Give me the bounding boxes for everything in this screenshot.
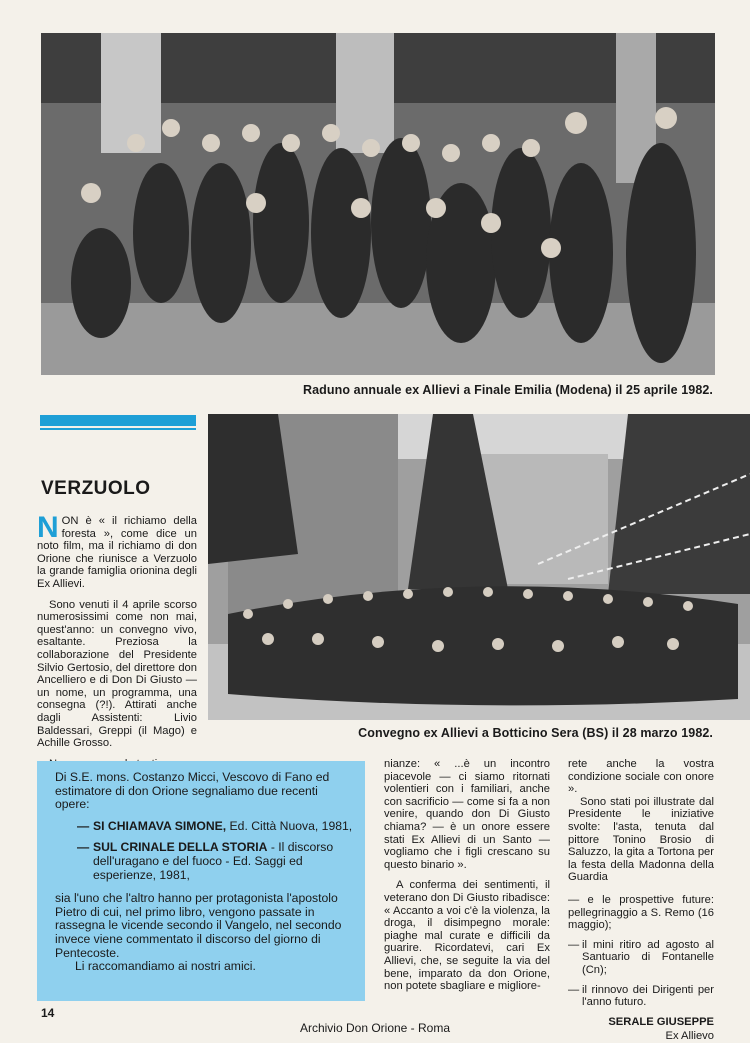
article-paragraph — [37, 511, 197, 591]
list-item: — il mini ritiro ad agosto al Santuario di Fontanelle (Cn); — [568, 938, 714, 976]
article-column-1 — [37, 511, 197, 770]
section-accent-line — [40, 428, 196, 430]
book-details: Ed. Città Nuova, 1981, — [226, 818, 353, 833]
article-paragraph: nianze: « ...è un incontro piacevole — ci siamo ritornati volentieri con i familiari, anche con sacrificio — come si fa a non venire, quando don Di Giusto chiama? — è un onore essere stati Ex Allievi di un Santo — vogliamo che i figli crescano su questo binario ». — [384, 758, 550, 871]
book-recommendation-box — [37, 761, 365, 1001]
drop-cap: N — [37, 511, 59, 544]
photo1-caption: Raduno annuale ex Allievi a Finale Emilia (Modena) il 25 aprile 1982. — [302, 383, 713, 397]
article-column-2 — [384, 758, 550, 993]
article-paragraph: Sono stati poi illustrate dal Presidente le iniziative svolte: l'asta, tenuta dal pittore Tonino Brosio di Saluzzo, la gita a Tortona per la festa della Madonna della Guardia — [568, 795, 714, 884]
box-closing: Li raccomandiamo ai nostri amici. — [75, 959, 256, 974]
section-title: VERZUOLO — [41, 478, 151, 499]
photo-illustration — [208, 414, 750, 720]
book-title: SI CHIAMAVA SIMONE, — [93, 818, 227, 833]
section-accent-bar — [40, 415, 196, 426]
book-item — [77, 841, 353, 882]
box-intro: Di S.E. mons. Costanzo Micci, Vescovo di Fano ed estimatore di don Orione segnaliamo due recenti opere: — [55, 770, 330, 812]
book-item — [77, 820, 353, 834]
book-details: - Il discorso dell'uragano e del fuoco - Ed. Saggi ed esperienze, 1981, — [93, 840, 334, 882]
author-name: SERALE GIUSEPPE — [608, 1015, 714, 1028]
list-dash: — — [77, 840, 90, 855]
article-paragraph: rete anche la vostra condizione sociale con onore ». — [568, 758, 714, 796]
page-number: 14 — [41, 1006, 55, 1020]
photo2-caption: Convegno ex Allievi a Botticino Sera (BS) il 28 marzo 1982. — [358, 726, 713, 740]
group-photo-botticino-sera — [208, 414, 750, 720]
photo-illustration — [41, 33, 715, 375]
article-paragraph: Sono venuti il 4 aprile scorso numerosissimi come non mai, quest'anno: un convegno vivo, esaltante. Preziosa la collaborazione del Presidente Silvio Gertosio, del direttore don Ancelliero e di Don Di Giusto — un nome, un programma, una consegna (?!). Attirati anche dagli Assistenti: Livio Baldessari, Greppi (il Mago) e Achille Grosso. — [37, 598, 197, 750]
list-dash: — — [77, 818, 90, 833]
list-item-text: il rinnovo dei Dirigenti per l'anno futuro. — [582, 983, 714, 1009]
book-title: SUL CRINALE DELLA STORIA — [93, 840, 268, 855]
group-photo-finale-emilia — [41, 33, 715, 375]
list-item-text: il mini ritiro ad agosto al Santuario di Fontanelle (Cn); — [582, 938, 714, 976]
author-role: Ex Allievo — [665, 1030, 714, 1043]
article-paragraph: — e le prospettive future: pellegrinaggio a S. Remo (16 maggio); — [568, 893, 714, 932]
box-body: sia l'uno che l'altro hanno per protagonista l'apostolo Pietro di cui, nel primo libro, vengono passate in rassegna le vicende secondo il Vangelo, nel secondo invece viene commentato il discorso del giorno di Pentecoste. — [55, 891, 342, 960]
article-paragraph: A conferma dei sentimenti, il veterano don Di Giusto ribadisce: « Accanto a voi c'è la violenza, la droga, il disimpegno morale: piaghe mal curate e difficili da guarire. Ricordatevi, cari Ex Allievi, che, se seguite la via del bene, imparato da don Orione, non potete sbagliare e migliore- — [384, 879, 550, 993]
archive-footer: Archivio Don Orione - Roma — [299, 1021, 451, 1035]
paragraph-text: ON è « il richiamo della foresta », come dice un noto film, ma il richiamo di don Orione che riunisce a Verzuolo la grande famiglia orionina degli Ex Allievi. — [37, 515, 197, 590]
list-item: — il rinnovo dei Dirigenti per l'anno futuro. — [568, 983, 714, 1009]
article-column-3 — [568, 758, 714, 1043]
